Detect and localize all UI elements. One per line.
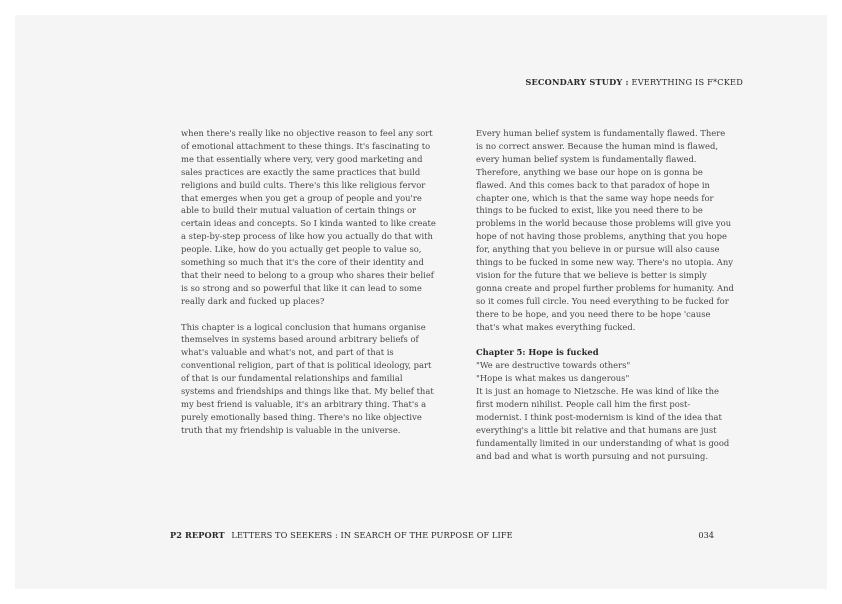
- right-text-column: [476, 127, 734, 463]
- footer-report-label: P2 REPORT: [170, 530, 225, 540]
- left-text-column: [181, 127, 439, 450]
- running-footer: [170, 530, 513, 540]
- footer-report-title: LETTERS TO SEEKERS : IN SEARCH OF THE PURPOSE OF LIFE: [231, 530, 513, 540]
- chapter-quote: "Hope is what makes us dangerous": [476, 373, 630, 384]
- page-number: 034: [698, 530, 714, 540]
- header-section-label: SECONDARY STUDY :: [525, 77, 629, 87]
- header-section-title: EVERYTHING IS F*CKED: [628, 77, 743, 87]
- document-page: [15, 15, 827, 589]
- chapter-heading: Chapter 5: Hope is fucked: [476, 347, 599, 358]
- body-paragraph: when there's really like no objective reason to feel any sort of emotional attachment to these things. It's fascinating to me that essentially where very, very good marketing and sales practices are exactly the same practices that build religions and build cults. There's this like religious fervor that emerges when you get a group of people and you're able to build their mutual valuation of certain things or certain ideas and concepts. So I kinda wanted to like create a step-by-step process of like how you actually do that with people. Like, how do you actually get people to value so, something so much that it's the core of their identity and that their need to belong to a group who shares their belief is so strong and so powerful that like it can lead to some really dark and fucked up places?: [181, 128, 436, 306]
- body-paragraph: Every human belief system is fundamentally flawed. There is no correct answer. Because the human mind is flawed, every human belief system is fundamentally flawed. Therefore, anything we base our hope on is gonna be flawed. And this comes back to that paradox of hope in chapter one, which is that the same way hope needs for things to be fucked to exist, like you need there to be problems in the world because those problems will give you hope of not having those problems, anything that you hope for, anything that you believe in or pursue will also cause things to be fucked in some new way. There's no utopia. Any vision for the future that we believe is better is simply gonna create and propel further problems for humanity. And so it comes full circle. You need everything to be fucked for there to be hope, and you need there to be hope 'cause that's what makes everything fucked.: [476, 128, 734, 332]
- body-paragraph: This chapter is a logical conclusion that humans organise themselves in systems based around arbitrary beliefs of what's valuable and what's not, and part of that is conventional religion, part of that is political ideology, part of that is our fundamental relationships and familial systems and friendships and things like that. My belief that my best friend is valuable, it's an arbitrary thing. That's a purely emotionally based thing. There's no like objective truth that my friendship is valuable in the universe.: [181, 321, 434, 435]
- running-header: [525, 77, 743, 87]
- body-paragraph: It is just an homage to Nietzsche. He was kind of like the first modern nihilist. People call him the first post-modernist. I think post-modernism is kind of the idea that everything's a little bit relative and that humans are just fundamentally limited in our understanding of what is good and bad and what is worth pursuing and not pursuing.: [476, 386, 730, 461]
- chapter-quote: "We are destructive towards others": [476, 360, 631, 371]
- chapter-block: [476, 346, 734, 462]
